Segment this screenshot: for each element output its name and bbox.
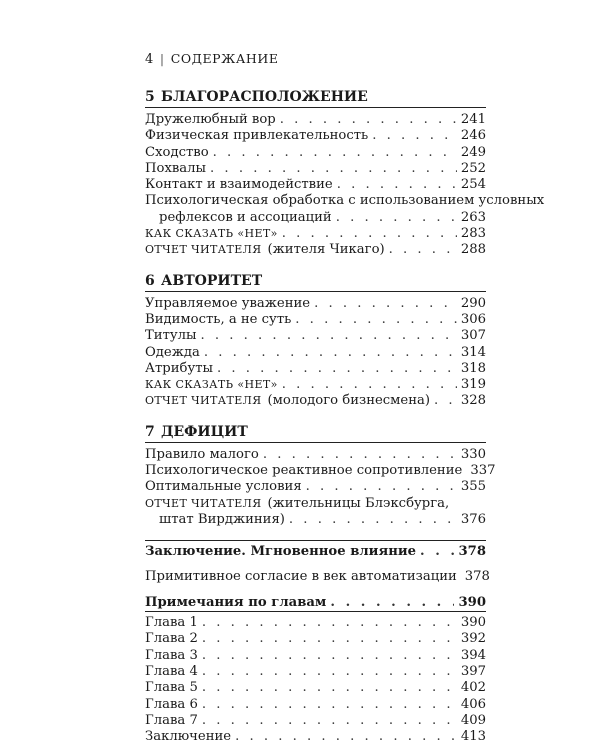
leader-dots: [306, 479, 457, 495]
entry-title: Глава 1: [145, 615, 198, 631]
entry-title: штат Вирджиния): [159, 511, 285, 527]
leader-dots: [295, 312, 457, 328]
entry-page: 390: [458, 594, 486, 610]
toc-entry-notes[interactable]: [145, 595, 486, 612]
entry-title: ОТЧЕТ ЧИТАТЕЛЯ: [145, 496, 262, 510]
toc-entry[interactable]: [145, 512, 486, 528]
leader-dots: [280, 112, 457, 128]
page-number: 4: [145, 52, 154, 67]
leader-dots: [217, 361, 457, 377]
entry-title: Глава 2: [145, 631, 198, 647]
entry-title: Глава 4: [145, 664, 198, 680]
chapter-heading: [145, 87, 486, 108]
entry-page: 328: [460, 393, 486, 409]
leader-dots: [213, 145, 457, 161]
entry-subtitle: (молодого бизнесмена): [267, 393, 431, 409]
entry-title: Контакт и взаимодействие: [145, 177, 333, 193]
toc-entry[interactable]: [145, 631, 486, 647]
leader-dots: [330, 595, 454, 611]
entry-page: 288: [460, 242, 486, 258]
leader-dots: [336, 210, 457, 226]
entry-page: 337: [470, 463, 496, 479]
entry-page: 406: [460, 696, 486, 712]
leader-dots: [282, 377, 457, 393]
chapter-section: [145, 422, 496, 528]
entry-page: 254: [460, 177, 486, 193]
entry-page: 409: [460, 712, 486, 728]
entry-title: Атрибуты: [145, 360, 214, 376]
toc-entry[interactable]: [145, 648, 486, 664]
toc-entry[interactable]: [145, 161, 486, 177]
entry-subtitle: (жительницы Блэксбурга,: [267, 495, 450, 511]
conclusion-section: [145, 540, 490, 585]
entry-page: 376: [460, 511, 486, 527]
entry-title: Физическая привлекательность: [145, 128, 369, 144]
chapter-heading: [145, 422, 486, 443]
entry-page: 378: [458, 544, 486, 560]
entry-title: Правило малого: [145, 446, 259, 462]
chapter-title: ДЕФИЦИТ: [161, 423, 248, 440]
leader-dots: [389, 242, 457, 258]
entry-title: ОТЧЕТ ЧИТАТЕЛЯ: [145, 394, 262, 408]
entry-page: 397: [460, 664, 486, 680]
leader-dots: [202, 648, 457, 664]
toc-entry[interactable]: [145, 680, 486, 696]
chapter-number: 6: [145, 272, 155, 289]
entry-page: 394: [460, 647, 486, 663]
toc-entry[interactable]: [145, 479, 486, 495]
chapter-number: 5: [145, 89, 155, 105]
entry-title: Управляемое уважение: [145, 295, 311, 311]
entry-title: рефлексов и ассоциаций: [159, 209, 332, 225]
leader-dots: [202, 680, 457, 696]
toc-entry[interactable]: [145, 463, 496, 479]
toc-entry[interactable]: [145, 361, 486, 377]
leader-dots: [202, 713, 457, 729]
toc-entry[interactable]: [145, 393, 486, 409]
toc-entry[interactable]: [145, 193, 545, 209]
entry-title: Глава 5: [145, 680, 198, 696]
entry-page: 390: [460, 615, 486, 631]
toc-entry[interactable]: [145, 697, 486, 713]
table-of-contents: [145, 87, 545, 746]
chapter-number: 7: [145, 423, 155, 440]
entry-page: 263: [460, 209, 486, 225]
toc-entry[interactable]: [145, 615, 486, 631]
entry-title: Примечания по главам: [145, 594, 327, 610]
leader-dots: [202, 631, 457, 647]
entry-title: Глава 3: [145, 647, 198, 663]
entry-title: Видимость, а не суть: [145, 311, 292, 327]
entry-title: Психологическое реактивное сопротивление: [145, 463, 463, 479]
entry-page: 392: [460, 631, 486, 647]
chapter-heading: [145, 271, 486, 292]
toc-entry[interactable]: [145, 496, 486, 512]
entry-title: Титулы: [145, 328, 197, 344]
leader-dots: [202, 697, 457, 713]
toc-entry[interactable]: [145, 568, 490, 585]
chapter-section: [145, 87, 545, 259]
toc-entry[interactable]: [145, 296, 486, 312]
entry-page: 413: [460, 729, 486, 745]
entry-page: 283: [460, 226, 486, 242]
entry-title: ОТЧЕТ ЧИТАТЕЛЯ: [145, 243, 262, 257]
leader-dots: [235, 729, 457, 745]
leader-dots: [202, 664, 457, 680]
entry-title: Глава 7: [145, 712, 198, 728]
toc-entry-conclusion[interactable]: [145, 544, 486, 560]
leader-dots: [263, 447, 457, 463]
leader-dots: [420, 544, 454, 560]
toc-entry[interactable]: [145, 328, 486, 344]
entry-subtitle: (жителя Чикаго): [267, 242, 385, 258]
toc-entry[interactable]: [145, 345, 486, 361]
toc-entry[interactable]: [145, 177, 486, 193]
leader-dots: [282, 226, 457, 242]
leader-dots: [337, 177, 457, 193]
entry-title: Заключение: [145, 729, 232, 745]
chapter-section: [145, 271, 486, 410]
toc-entry[interactable]: [145, 713, 486, 729]
leader-dots: [434, 393, 457, 409]
entry-page: 252: [460, 160, 486, 176]
leader-dots: [314, 296, 457, 312]
toc-entry[interactable]: [145, 210, 486, 226]
entry-page: 355: [460, 479, 486, 495]
leader-dots: [210, 161, 457, 177]
toc-entry[interactable]: [145, 664, 486, 680]
entry-page: 330: [460, 446, 486, 462]
entry-page: 307: [460, 328, 486, 344]
entry-page: 319: [460, 377, 486, 393]
entry-title: Похвалы: [145, 160, 207, 176]
leader-dots: [202, 615, 457, 631]
entry-title: КАК СКАЗАТЬ «НЕТ»: [145, 378, 278, 392]
entry-title: Заключение. Мгновенное влияние: [145, 544, 417, 560]
toc-entry[interactable]: [145, 242, 486, 258]
entry-page: 241: [460, 112, 486, 127]
entry-title: Глава 6: [145, 696, 198, 712]
leader-dots: [289, 512, 457, 528]
toc-entry[interactable]: [145, 312, 486, 328]
toc-entry[interactable]: [145, 226, 486, 242]
entry-title: Психологическая обработка с использованием условных: [145, 193, 545, 209]
notes-section: [145, 595, 486, 746]
toc-entry[interactable]: [145, 377, 486, 393]
entry-title: Примитивное согласие в век автоматизации: [145, 568, 457, 584]
chapter-title: БЛАГОРАСПОЛОЖЕНИЕ: [161, 89, 368, 105]
leader-dots: [372, 128, 457, 144]
entry-page: 378: [464, 568, 490, 584]
leader-dots: [204, 345, 457, 361]
entry-page: 402: [460, 680, 486, 696]
entry-page: 306: [460, 311, 486, 327]
toc-entry[interactable]: [145, 729, 486, 745]
entry-title: КАК СКАЗАТЬ «НЕТ»: [145, 227, 278, 241]
toc-entry[interactable]: [145, 112, 486, 128]
entry-page: 290: [460, 295, 486, 311]
entry-title: Сходство: [145, 144, 209, 160]
toc-entry[interactable]: [145, 447, 486, 463]
entry-page: 314: [460, 344, 486, 360]
entry-page: 249: [460, 144, 486, 160]
entry-title: Одежда: [145, 344, 200, 360]
toc-entry[interactable]: [145, 145, 486, 161]
chapter-title: АВТОРИТЕТ: [161, 272, 263, 289]
entry-title: Оптимальные условия: [145, 479, 302, 495]
header-divider: |: [159, 51, 165, 66]
toc-entry[interactable]: [145, 128, 486, 144]
entry-page: 318: [460, 360, 486, 376]
running-head-title: СОДЕРЖАНИЕ: [170, 51, 279, 66]
entry-title: Дружелюбный вор: [145, 112, 276, 127]
leader-dots: [201, 328, 457, 344]
entry-page: 246: [460, 128, 486, 144]
running-head: [145, 51, 279, 67]
